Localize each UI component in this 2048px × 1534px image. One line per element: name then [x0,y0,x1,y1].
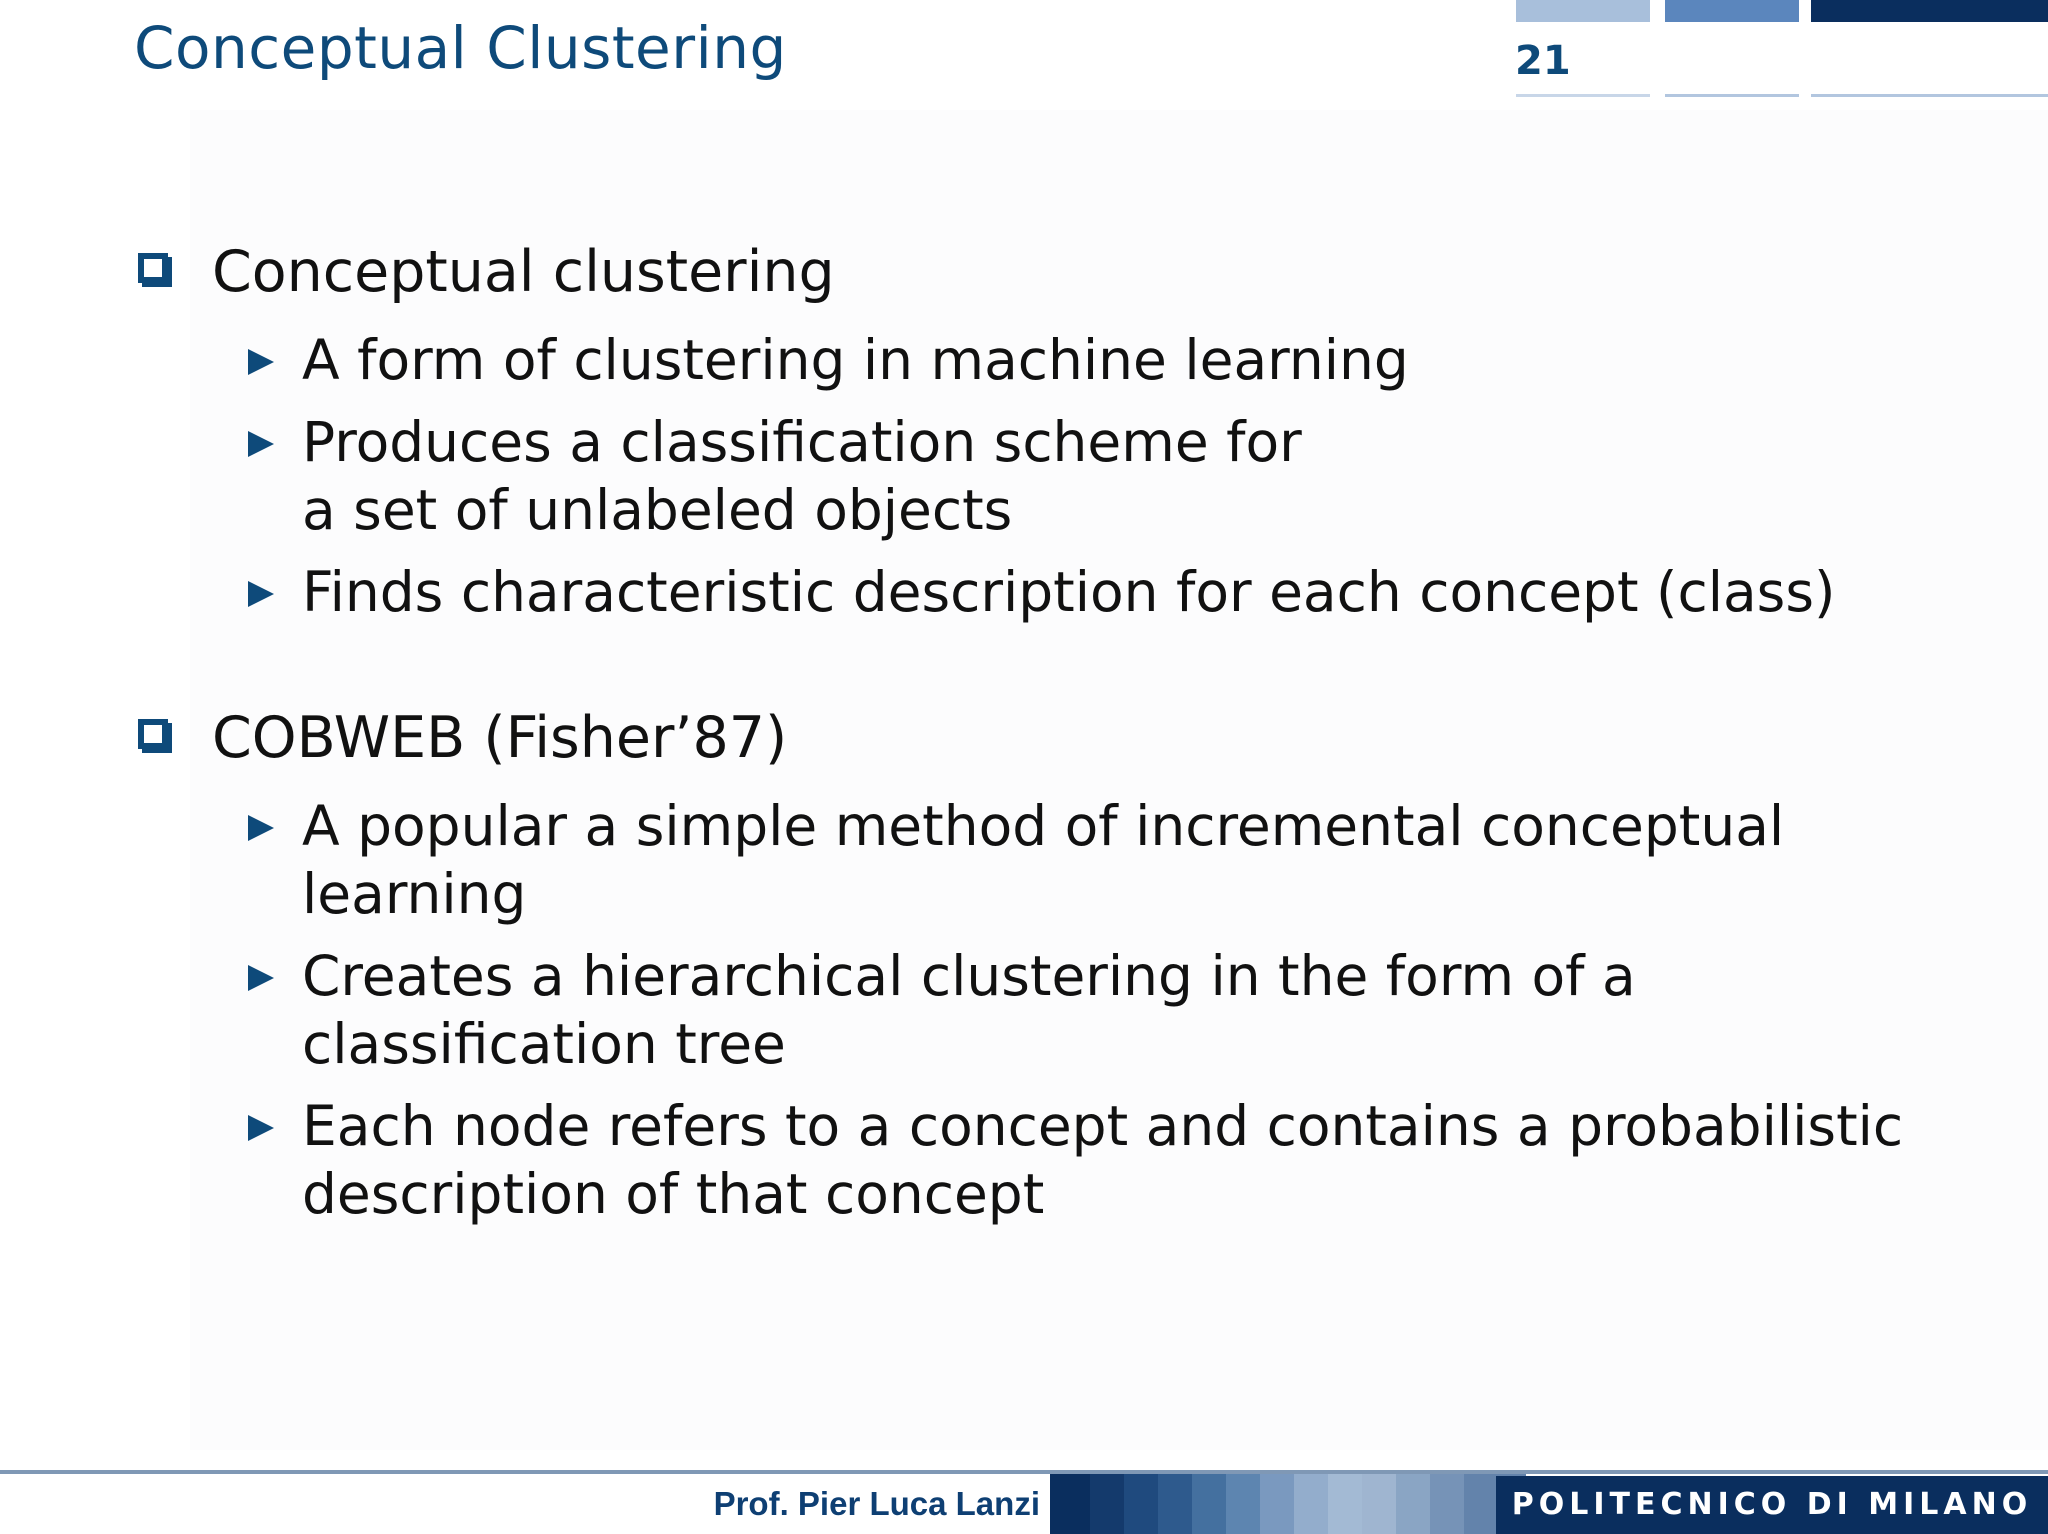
footer-bar-segment [1192,1474,1226,1534]
footer-bar-segment [1430,1474,1464,1534]
triangle-arrow-icon [248,815,274,841]
bullet-label: COBWEB (Fisher’87) [212,705,788,771]
sub-bullet-item [136,1092,2016,1228]
footer-bar-segment [1050,1474,1090,1534]
bullet-line [136,232,2016,312]
bullet-item [136,232,2016,626]
sub-bullet-text: A form of clustering in machine learning [302,328,1409,392]
sub-bullet-item [136,792,2016,928]
footer-bar-segment [1362,1474,1396,1534]
footer-bar-segment [1226,1474,1260,1534]
square-box-icon [138,719,168,749]
sub-bullet-text: Finds characteristic description for each concept (class) [302,560,1836,624]
header-decor-line [1516,94,1650,97]
footer-bar-segment [1090,1474,1124,1534]
header-decor-block-medium [1665,0,1799,22]
footer-bar-segment [1328,1474,1362,1534]
sub-bullet-text: Each node refers to a concept and contains a probabilistic [302,1094,1904,1158]
footer-author: Prof. Pier Luca Lanzi [713,1485,1040,1522]
sub-bullet-item [136,408,2016,544]
header-decor-line [1665,94,1799,97]
footer-bar-segment [1158,1474,1192,1534]
sub-bullet-text: a set of unlabeled objects [302,478,1013,542]
bullet-line [136,698,2016,778]
sub-bullet-item [136,326,2016,394]
sub-bullet-text: learning [302,862,527,926]
slide-number: 21 [1515,38,1571,84]
sub-bullet-list [136,792,2016,1228]
triangle-arrow-icon [248,965,274,991]
sub-bullet-text: Produces a classification scheme for [302,410,1302,474]
sub-bullet-list [136,326,2016,626]
bullet-list [136,232,2016,1228]
triangle-arrow-icon [248,581,274,607]
header-decor-block-dark [1811,0,2048,22]
slide-title: Conceptual Clustering [134,14,787,82]
bullet-label: Conceptual clustering [212,239,835,305]
sub-bullet-text: A popular a simple method of incremental conceptual [302,794,1785,858]
sub-bullet-text: description of that concept [302,1162,1045,1226]
footer-bar-segment [1124,1474,1158,1534]
footer-bar-segment [1396,1474,1430,1534]
header-decor-line [1811,94,2048,97]
triangle-arrow-icon [248,1115,274,1141]
triangle-arrow-icon [248,431,274,457]
sub-bullet-item [136,558,2016,626]
triangle-arrow-icon [248,349,274,375]
footer-institution: POLITECNICO DI MILANO [1496,1476,2048,1534]
sub-bullet-item [136,942,2016,1078]
bullet-item [136,698,2016,1228]
footer-bar-segment [1294,1474,1328,1534]
sub-bullet-text: classification tree [302,1012,786,1076]
footer-bar-segment [1260,1474,1294,1534]
header-decor-block-light [1516,0,1650,22]
sub-bullet-text: Creates a hierarchical clustering in the form of a [302,944,1636,1008]
square-box-icon [138,253,168,283]
